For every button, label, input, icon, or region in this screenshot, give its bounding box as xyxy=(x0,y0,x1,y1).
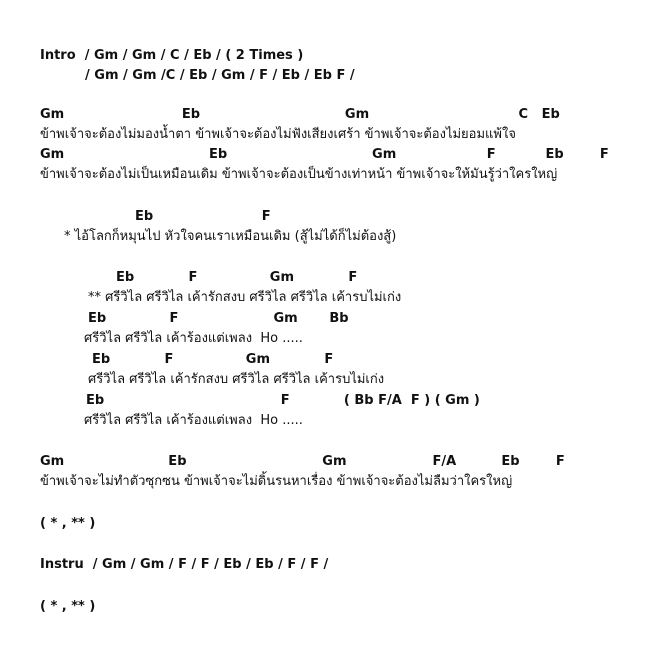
chorus-chords-4: Eb F ( Bb F/A F ) ( Gm ) xyxy=(86,393,480,408)
repeat-marker-1: ( * , ** ) xyxy=(40,516,96,531)
instru-line: Instru / Gm / Gm / F / F / Eb / Eb / F / F / xyxy=(40,557,329,572)
repeat-marker-2: ( * , ** ) xyxy=(40,599,96,614)
verse1-chords-1: Gm Eb Gm C Eb xyxy=(40,107,560,122)
verse1-lyrics-1: ข้าพเจ้าจะต้องไม่มองน้ำตา ข้าพเจ้าจะต้องไม่ฟังเสียงเศร้า ข้าพเจ้าจะต้องไม่ยอมแพ้ใจ xyxy=(40,127,516,142)
chorus-lyrics-2: ศรีวิไล ศรีวิไล เค้าร้องแต่เพลง Ho ..... xyxy=(84,331,303,346)
prechorus-lyrics: * ไอ้โลกก็หมุนไป หัวใจคนเราเหมือนเดิม (สู้ไม่ได้ก็ไม่ต้องสู้) xyxy=(64,229,397,244)
chorus-lyrics-3: ศรีวิไล ศรีวิไล เค้ารักสงบ ศรีวิไล ศรีวิไล เค้ารบไม่เก่ง xyxy=(88,372,385,387)
intro-line-1: Intro / Gm / Gm / C / Eb / ( 2 Times ) xyxy=(40,48,304,63)
chorus-lyrics-4: ศรีวิไล ศรีวิไล เค้าร้องแต่เพลง Ho ..... xyxy=(84,413,303,428)
chorus-chords-2: Eb F Gm Bb xyxy=(88,311,349,326)
verse1-lyrics-2: ข้าพเจ้าจะต้องไม่เป็นเหมือนเดิม ข้าพเจ้าจะต้องเป็นข้างเท่าหน้า ข้าพเจ้าจะให้มันรู้ว่าใครใหญ่ xyxy=(40,167,558,182)
verse2-lyrics: ข้าพเจ้าจะไม่ทำตัวซุกซน ข้าพเจ้าจะไม่ดิ้นรนหาเรื่อง ข้าพเจ้าจะต้องไม่ลืมว่าใครใหญ่ xyxy=(40,474,513,489)
verse1-chords-2: Gm Eb Gm F Eb F xyxy=(40,147,609,162)
intro-line-2: / Gm / Gm /C / Eb / Gm / F / Eb / Eb F / xyxy=(85,68,355,83)
chorus-lyrics-1: ** ศรีวิไล ศรีวิไล เค้ารักสงบ ศรีวิไล ศรีวิไล เค้ารบไม่เก่ง xyxy=(88,290,402,305)
verse2-chords: Gm Eb Gm F/A Eb F xyxy=(40,454,565,469)
chorus-chords-1: Eb F Gm F xyxy=(116,270,358,285)
prechorus-chords: Eb F xyxy=(135,209,271,224)
chorus-chords-3: Eb F Gm F xyxy=(92,352,334,367)
